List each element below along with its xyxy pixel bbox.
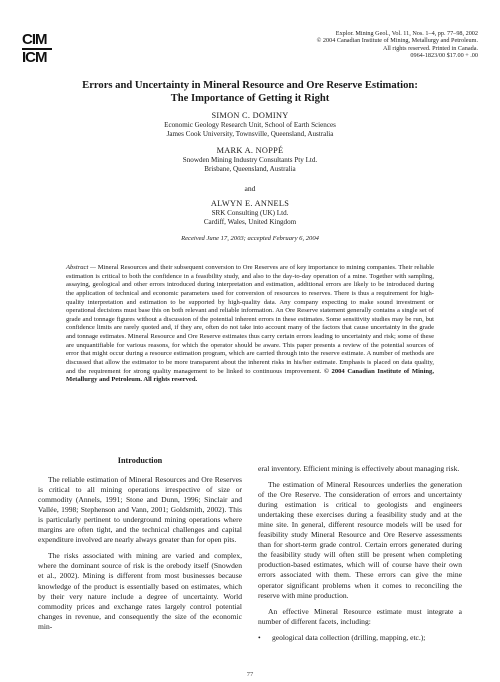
logo-text-bottom: ICM [22, 49, 47, 66]
body-paragraph: eral inventory. Efficient mining is effectively about managing risk. [258, 464, 460, 473]
abstract-body: Mineral Resources and their subsequent conversion to Ore Reserves are of key importance to mining companies. Their reliable estimation is critical to both the confidence in a feasibility study, and also to the day-to-day operation of a mine. Together with sampling, assaying, geological and other errors introduced during interpretation and estimation, additional errors are likely to be introduced during the application of technical and economic parameters used for conversion of resources to reserves. There is thus a requirement for high-quality interpretation and estimation to be supported by high-quality data. Any company expecting to make sound investment or operational decisions must base this on both relevant and reliable information. An Ore Reserve statement generally contains a single set of grade and tonnage figures without a discussion of the potential inherent errors in these estimates. Some sensitivity studies may be run, but confidence limits are rarely quoted and, if they are, often do not take into account many of the factors that cause uncertainty in the grade and tonnage estimates. Mineral Resource and Ore Reserve estimates thus carry certain errors leading to uncertainty and risk; some of these are unquantifiable for various reasons, for which the operator should be aware. This paper presents a review of the potential sources of error that might occur during a resource estimation program, which are carried through into the reserve estimate. A number of methods are discussed that allow the estimator to be more transparent about the inherent risks in his/her estimate. Emphasis is placed on data quality, and the requirement for strong quality management to be linked to continuous improvement. [66, 264, 434, 375]
logo-text-top: CIM [22, 31, 47, 48]
paper-title [40, 79, 460, 105]
author-affiliation: Economic Geology Research Unit, School of Earth Sciences [164, 121, 336, 129]
bullet-icon: • [258, 632, 261, 642]
author-name: ALWYN E. ANNELS [210, 198, 290, 208]
author-name: SIMON C. DOMINY [211, 111, 289, 120]
received-date: Received June 17, 2003; accepted February 6, 2004 [181, 235, 319, 243]
abstract-label: Abstract — [66, 264, 96, 271]
list-item-text: geological data collection (drilling, mapping, etc.); [272, 632, 426, 642]
author-affiliation: Snowden Mining Industry Consultants Pty Ltd. [182, 155, 318, 164]
body-paragraph: The risks associated with mining are varied and complex, where the dominant source of risk is the orebody itself (Snowden et al., 2002). Mining is different from most businesses because knowledge of the product is essentially based on estimates, which by their very nature include a degree of uncertainty. World commodity prices and exchange rates largely control potential changes in revenue, and consequently the size of the economic min- [38, 551, 242, 631]
left-column [38, 456, 242, 638]
author-affiliation: Brisbane, Queensland, Australia [204, 165, 296, 174]
body-paragraph: An effective Mineral Resource estimate must integrate a number of different facets, including: [258, 606, 462, 626]
right-column [258, 464, 462, 643]
author-affiliation: Cardiff, Wales, United Kingdom [203, 218, 297, 227]
author-name: MARK A. NOPPÉ [216, 145, 284, 155]
citation-line: Explor. Mining Geol., Vol. 11, Nos. 1–4, pp. 77–98, 2002 [335, 30, 478, 37]
cim-logo [22, 33, 52, 65]
abstract [66, 264, 434, 385]
body-paragraph: The reliable estimation of Mineral Resources and Ore Reserves is critical to all mining operations irrespective of size or commodity (Annels, 1991; Stone and Dunn, 1996; Sinclair and Vallée, 1998; Stephenson and Vann, 2001; Goldsmith, 2002). This is particularly pertinent to underground mining operations where margins are often tight, and the technical challenges and capital expenditure involved are nearly always greater than for open pits. [38, 475, 242, 545]
citation-line: © 2004 Canadian Institute of Mining, Metallurgy and Petroleum. [316, 37, 478, 45]
journal-citation [317, 30, 478, 59]
citation-line: All rights reserved. Printed in Canada. [382, 44, 478, 52]
section-heading: Introduction [117, 456, 163, 465]
list-item [258, 633, 462, 643]
abstract-copyright: © 2004 Canadian Institute of Mining, Metallurgy and Petroleum. All rights reserved. [66, 367, 434, 384]
title-line-2: The Importance of Getting it Right [170, 93, 330, 104]
citation-line: 0964-1823/00 $17.00 + .00 [410, 51, 478, 59]
author-conjunction: and [244, 183, 256, 193]
author-affiliation: SRK Consulting (UK) Ltd. [211, 208, 289, 217]
title-block [40, 79, 460, 242]
title-line-1: Errors and Uncertainty in Mineral Resource and Ore Reserve Estimation: [82, 80, 418, 91]
author-affiliation: James Cook University, Townsville, Queensland, Australia [166, 130, 334, 139]
body-paragraph: The estimation of Mineral Resources underlies the generation of the Ore Reserve. The consideration of errors and uncertainty during estimation is critical to geologists and engineers undertaking these exercises during a feasibility study and at the mine site. In general, different resource models will be used for feasibility study Mineral Resource and Ore Reserve assessments than for short-term grade control. Certain errors generated during the feasibility study will often still be present when completing production-based estimates, which will of course have their own errors associated with them. These errors can give the mine operator significant problems when it comes to reconciling the reserve with mine production. [258, 480, 462, 600]
page-number: 77 [246, 671, 254, 678]
